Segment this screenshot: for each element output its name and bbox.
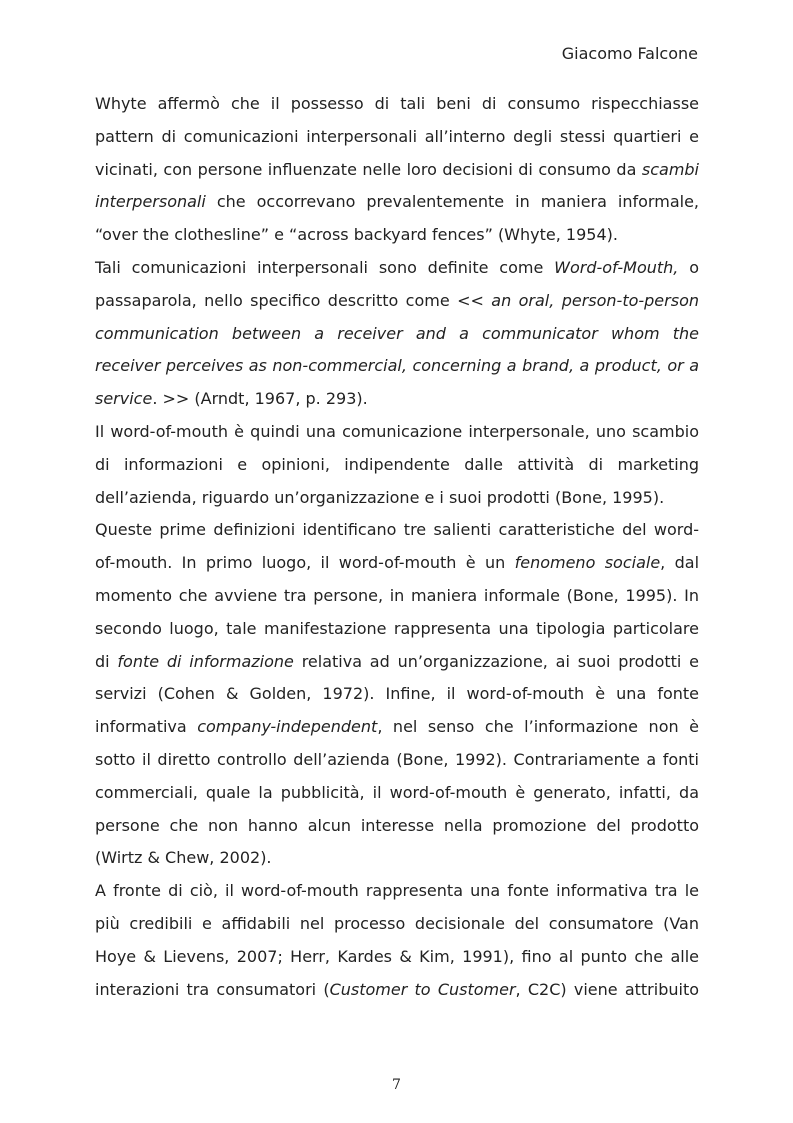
text-run: Whyte affermò che il possesso di tali beni di consumo rispecchiasse pattern di comunicazioni interpersonali all’interno degli stessi quartieri e vicinati, con persone influenzate nelle loro decisioni di consumo da — [95, 94, 699, 179]
paragraph — [95, 88, 699, 252]
text-run: Il word-of-mouth è quindi una comunicazione interpersonale, uno scambio di informazioni e opinioni, indipendente dalle attività di marketing dell’azienda, riguardo un’organizzazione e i suoi prodotti (Bone, 1995). — [95, 421, 699, 507]
text-run: . >> (Arndt, 1967, p. 293). — [152, 389, 368, 409]
page-number: 7 — [392, 1077, 401, 1093]
italic-text: scambi interpersonali — [95, 159, 699, 212]
text-run: , nel senso che l’informazione non è sotto il diretto controllo dell’azienda (Bone, 1992). Contrariamente a fonti commerciali, quale la pubblicità, il word-of-mouth è generato, infatti, da persone che non hanno alcun interesse nella promozione del prodotto (Wirtz & Chew, 2002). — [95, 717, 699, 868]
paragraph — [95, 416, 699, 514]
paragraph — [95, 252, 699, 416]
text-run: relativa ad un’organizzazione, ai suoi prodotti e servizi (Cohen & Golden, 1972). Infine, il word-of-mouth è una fonte informativa — [95, 651, 700, 737]
paragraph — [95, 514, 699, 875]
text-run: Tali comunicazioni interpersonali sono definite come — [95, 257, 555, 277]
italic-text: Word-of-Mouth, — [554, 257, 679, 277]
text-run: che occorrevano prevalentemente in maniera informale, “over the clothesline” e “across backyard fences” (Whyte, 1954). — [95, 192, 699, 245]
italic-text: an oral, person-to-person communication between a receiver and a communicator whom the receiver perceives as non-commercial, concerning a brand, a product, or a service — [95, 290, 699, 409]
text-run: o passaparola, nello specifico descritto come << — [95, 257, 699, 310]
italic-text: Customer to Customer — [329, 979, 516, 999]
text-run: Queste prime definizioni identificano tre salienti caratteristiche del word-of-mouth. In primo luogo, il word-of-mouth è un — [95, 520, 699, 573]
italic-text: fonte di informazione — [117, 651, 294, 671]
italic-text: fenomeno sociale — [514, 553, 661, 573]
paragraph — [95, 875, 699, 1006]
text-run: , C2C) viene attribuito — [515, 979, 700, 999]
text-run: A fronte di ciò, il word-of-mouth rappresenta una fonte informativa tra le più credibili e affidabili nel processo decisionale del consumatore (Van Hoye & Lievens, 2007; Herr, Kardes & Kim, 1991), fino al punto che alle interazioni tra consumatori ( — [95, 881, 699, 999]
running-header-author: Giacomo Falcone — [561, 44, 698, 63]
text-run: , dal momento che avviene tra persone, in maniera informale (Bone, 1995). In secondo luogo, tale manifestazione rappresenta una tipologia particolare di — [95, 553, 700, 671]
body-text — [95, 88, 699, 1006]
italic-text: company-independent — [197, 717, 378, 737]
